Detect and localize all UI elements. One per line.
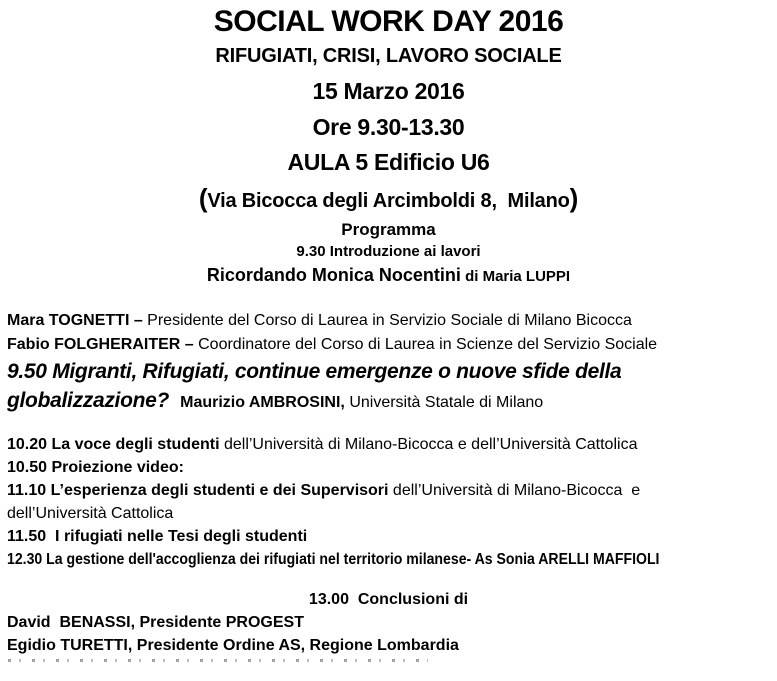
schedule-item bbox=[7, 479, 770, 525]
program-intro: 9.30 Introduzione ai lavori bbox=[296, 243, 481, 260]
address-text: Via Bicocca degli Arcimboldi 8, Milano bbox=[207, 190, 570, 212]
keynote-speaker: Maurizio AMBROSINI, bbox=[180, 394, 345, 411]
chair-name: Mara TOGNETTI – bbox=[7, 312, 143, 329]
chair-role: Coordinatore del Corso di Laurea in Scienze del Servizio Sociale bbox=[193, 336, 658, 353]
schedule-section bbox=[0, 433, 777, 571]
event-date: 15 Marzo 2016 bbox=[312, 78, 465, 104]
schedule-item bbox=[7, 433, 770, 456]
memorial-line bbox=[0, 263, 777, 289]
event-address bbox=[0, 180, 777, 219]
chair-name: Fabio FOLGHERAITER – bbox=[7, 336, 194, 353]
event-title: SOCIAL WORK DAY 2016 bbox=[213, 5, 564, 38]
chair-line bbox=[7, 309, 770, 333]
keynote-title-line2: globalizzazione? bbox=[7, 389, 181, 412]
address-paren-open: ( bbox=[198, 183, 208, 213]
schedule-item-lead: 10.50 Proiezione video: bbox=[7, 459, 184, 476]
event-venue: AULA 5 Edificio U6 bbox=[287, 149, 490, 175]
schedule-item-lead: 12.30 La gestione dell'accoglienza dei rifugiati nel territorio milanese- As Sonia ARELLI MAFFIOLI bbox=[7, 551, 660, 568]
keynote-line bbox=[0, 357, 777, 417]
schedule-item-tail: dell’Università di Milano-Bicocca e dell’Università Cattolica bbox=[219, 436, 638, 453]
schedule-item-lead: 10.20 La voce degli studenti bbox=[7, 436, 220, 453]
chair-line bbox=[7, 333, 770, 357]
schedule-item bbox=[7, 456, 770, 479]
schedule-item-lead: 11.10 L’esperienza degli studenti e dei Supervisori bbox=[7, 482, 389, 499]
conclusions-heading: 13.00 Conclusioni di bbox=[308, 591, 469, 608]
document-header bbox=[0, 0, 777, 219]
chairs-section bbox=[0, 309, 777, 357]
schedule-item bbox=[7, 548, 678, 571]
schedule-item bbox=[7, 525, 770, 548]
conclusion-person: Egidio TURETTI, Presidente Ordine AS, Regione Lombardia bbox=[7, 637, 459, 654]
memorial-title: Ricordando Monica Nocentini bbox=[206, 265, 461, 285]
event-time: Ore 9.30-13.30 bbox=[312, 114, 465, 140]
chair-role: Presidente del Corso di Laurea in Servizio Sociale di Milano Bicocca bbox=[142, 312, 632, 329]
conclusions-section bbox=[0, 588, 777, 662]
keynote-title-line1: 9.50 Migranti, Rifugiati, continue emergenze o nuove sfide della bbox=[7, 360, 622, 383]
schedule-item-tail: dell’Università di Milano-Bicocca e bbox=[388, 482, 641, 499]
memorial-by: di Maria LUPPI bbox=[460, 268, 571, 285]
keynote-affiliation: Università Statale di Milano bbox=[344, 394, 544, 411]
event-subtitle: RIFUGIATI, CRISI, LAVORO SOCIALE bbox=[215, 45, 562, 67]
address-paren-close: ) bbox=[569, 183, 579, 213]
program-header bbox=[0, 219, 777, 289]
schedule-item-lead: 11.50 I rifugiati nelle Tesi degli studenti bbox=[7, 528, 308, 545]
program-label: Programma bbox=[341, 220, 436, 239]
clipped-bottom-text-line bbox=[8, 659, 428, 662]
conclusion-person: David BENASSI, Presidente PROGEST bbox=[7, 614, 304, 631]
schedule-item-tail-wrap: dell’Università Cattolica bbox=[7, 505, 174, 522]
